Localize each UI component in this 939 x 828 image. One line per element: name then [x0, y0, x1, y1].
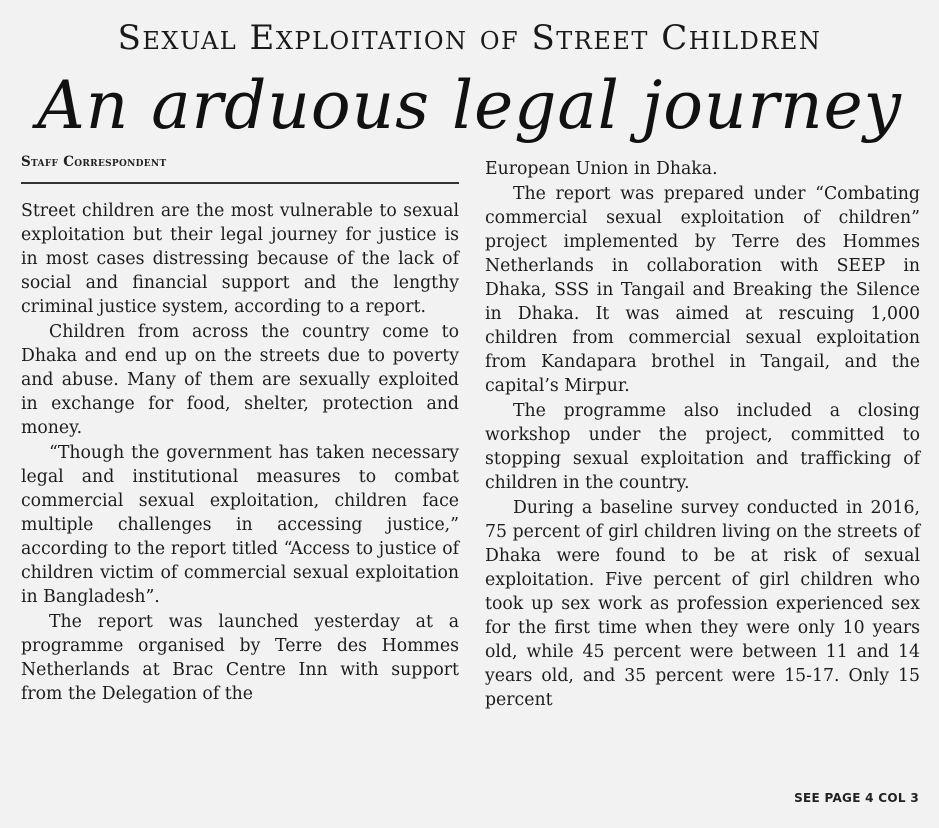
article-headline: An arduous legal journey — [37, 67, 902, 144]
paragraph: European Union in Dhaka. — [485, 159, 718, 179]
article-column-right — [485, 157, 920, 712]
paragraph: “Though the government has taken necessary legal and institutional measures to combat commercial sexual exploitation, children face multiple challenges in accessing justice,” according to the report titled “Access to justice of children victim of commercial sexual exploitation in Bangladesh”. — [21, 443, 459, 607]
paragraph: The report was launched yesterday at a programme organised by Terre des Hommes Netherlands at Brac Centre Inn with support from the Delegation of the — [21, 612, 459, 704]
article-column-left — [21, 199, 459, 706]
continued-jump-line: SEE PAGE 4 COL 3 — [794, 791, 919, 805]
paragraph: The report was prepared under “Combating commercial sexual exploitation of children” project implemented by Terre des Hommes Netherlands in collaboration with SEEP in Dhaka, SSS in Tangail and Breaking the Silence in Dhaka. It was aimed at rescuing 1,000 children from commercial sexual exploitation from Kandapara brothel in Tangail, and the capital’s Mirpur. — [485, 184, 920, 396]
article-byline: Staff Correspondent — [21, 154, 167, 170]
paragraph: Children from across the country come to Dhaka and end up on the streets due to poverty and abuse. Many of them are sexually exploited in exchange for food, shelter, protection and money. — [21, 322, 459, 438]
paragraph: During a baseline survey conducted in 2016, 75 percent of girl children living on the streets of Dhaka were found to be at risk of sexual exploitation. Five percent of girl children who took up sex work as profession experienced sex for the first time when they were only 10 years old, while 45 percent were between 11 and 14 years old, and 35 percent were 15-17. Only 15 percent — [485, 498, 920, 710]
paragraph: Street children are the most vulnerable to sexual exploitation but their legal journey for justice is in most cases distressing because of the lack of social and financial support and the lengthy criminal justice system, according to a report. — [21, 201, 459, 317]
paragraph: The programme also included a closing workshop under the project, committed to stopping sexual exploitation and trafficking of children in the country. — [485, 401, 920, 493]
article-kicker: Sexual Exploitation of Street Children — [117, 18, 822, 58]
byline-divider — [21, 182, 459, 184]
